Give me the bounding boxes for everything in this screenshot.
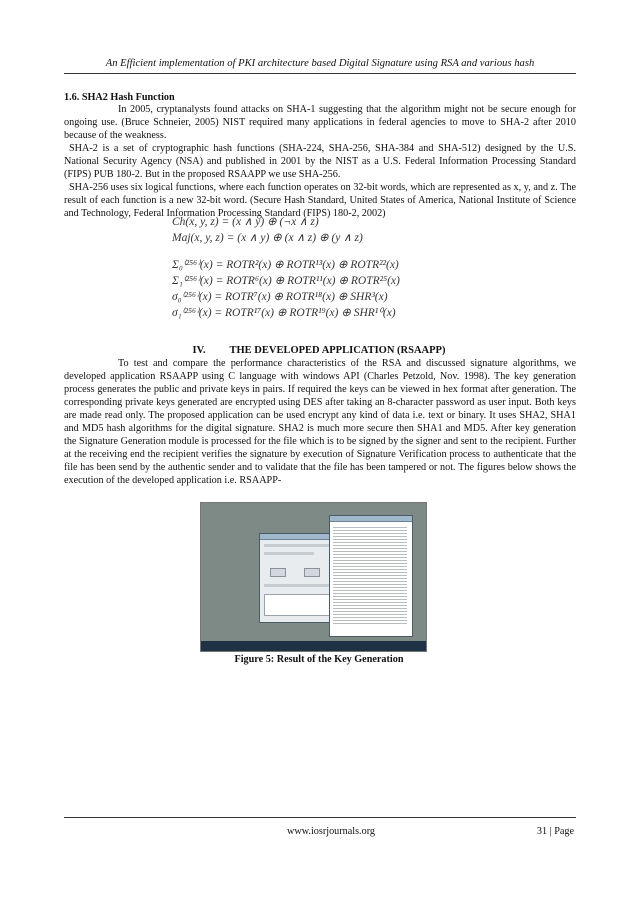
journal-url: www.iosrjournals.org <box>287 826 376 837</box>
section-iv-number: IV. <box>192 345 206 356</box>
paragraph-rsaapp: To test and compare the performance characteristics of the RSA and discussed signature algorithms, we developed application RSAAPP using C language with windows API (Charles Petzold, Nov. 1998). The key generation process generates the public and private keys in pairs. If required the keys can be viewed in hex format after generation. The corresponding private keys generated are encrypted using DES after taking an 8-character password as user input. Both keys are made read only. The proposed application can be used encrypt any kind of data i.e. text or binary. It uses SHA2, SHA1 and MD5 hash algorithms for the digital signature. SHA2 is much more secure then SHA1 and MD5. After key generation the Signature Generation module is processed for the file which is to be signed by the signer and sent to the recipient. Further at the receiving end the recipient verifies the signature by execution of Signature Verification process to authenticate that the file has been send by the authentic sender and to validate that the file has been tampered or not. The figures below shows the execution of the developed application i.e. RSAAPP- <box>64 358 576 486</box>
section-1-6-title: 1.6. SHA2 Hash Function <box>64 92 175 103</box>
paragraph-sha256-functions: SHA-256 uses six logical functions, where each function operates on 32-bit words, which are represented as x, y, and z. The result of each function is a new 32-bit word. (Secure Hash Standard, United States of America, National Institute of Science and Technology, Federal Information Processing Standard (FIPS) 180-2, 2002) <box>64 182 576 219</box>
header-rule <box>64 73 576 74</box>
key-output-window <box>329 515 413 637</box>
equation-sigma1-upper: Σ₁⁽²⁵⁶⁾(x) = ROTR⁶(x) ⊕ ROTR¹¹(x) ⊕ ROTR²⁵(x) <box>172 275 400 287</box>
footer-rule <box>64 817 576 818</box>
equation-sigma0-lower: σ₀⁽²⁵⁶⁾(x) = ROTR⁷(x) ⊕ ROTR¹⁸(x) ⊕ SHR³(x) <box>172 291 388 303</box>
equation-ch: Ch(x, y, z) = (x ∧ y) ⊕ (¬x ∧ z) <box>172 216 319 228</box>
running-header: An Efficient implementation of PKI architecture based Digital Signature using RSA and various hash <box>105 58 535 69</box>
equation-sigma0-upper: Σ₀⁽²⁵⁶⁾(x) = ROTR²(x) ⊕ ROTR¹³(x) ⊕ ROTR²²(x) <box>172 259 399 271</box>
page-number: 31 | Page <box>536 826 574 837</box>
sha256-equations <box>172 213 457 323</box>
figure-5-caption: Figure 5: Result of the Key Generation <box>234 654 404 665</box>
equation-maj: Maj(x, y, z) = (x ∧ y) ⊕ (x ∧ z) ⊕ (y ∧ z) <box>172 232 363 244</box>
paragraph-sha1-attacks: In 2005, cryptanalysts found attacks on SHA-1 suggesting that the algorithm might not be secure enough for ongoing use. (Bruce Schneier, 2005) NIST required many applications in federal agencies to move to SHA-2 after 2010 because of the weakness. <box>64 104 576 141</box>
equation-sigma1-lower: σ₁⁽²⁵⁶⁾(x) = ROTR¹⁷(x) ⊕ ROTR¹⁹(x) ⊕ SHR¹⁰(x) <box>172 307 396 319</box>
paragraph-sha2-family: SHA-2 is a set of cryptographic hash functions (SHA-224, SHA-256, SHA-384 and SHA-512) designed by the U.S. National Security Agency (NSA) and published in 2001 by the NIST as a U.S. Federal Information Processing Standard (FIPS) PUB 180-2. But in the proposed RSAAPP we use SHA-256. <box>64 143 576 180</box>
windows-taskbar <box>201 641 426 651</box>
section-iv-heading <box>0 345 638 356</box>
section-iv-title: THE DEVELOPED APPLICATION (RSAAPP) <box>229 345 446 356</box>
figure-key-generation-screenshot <box>200 502 427 652</box>
